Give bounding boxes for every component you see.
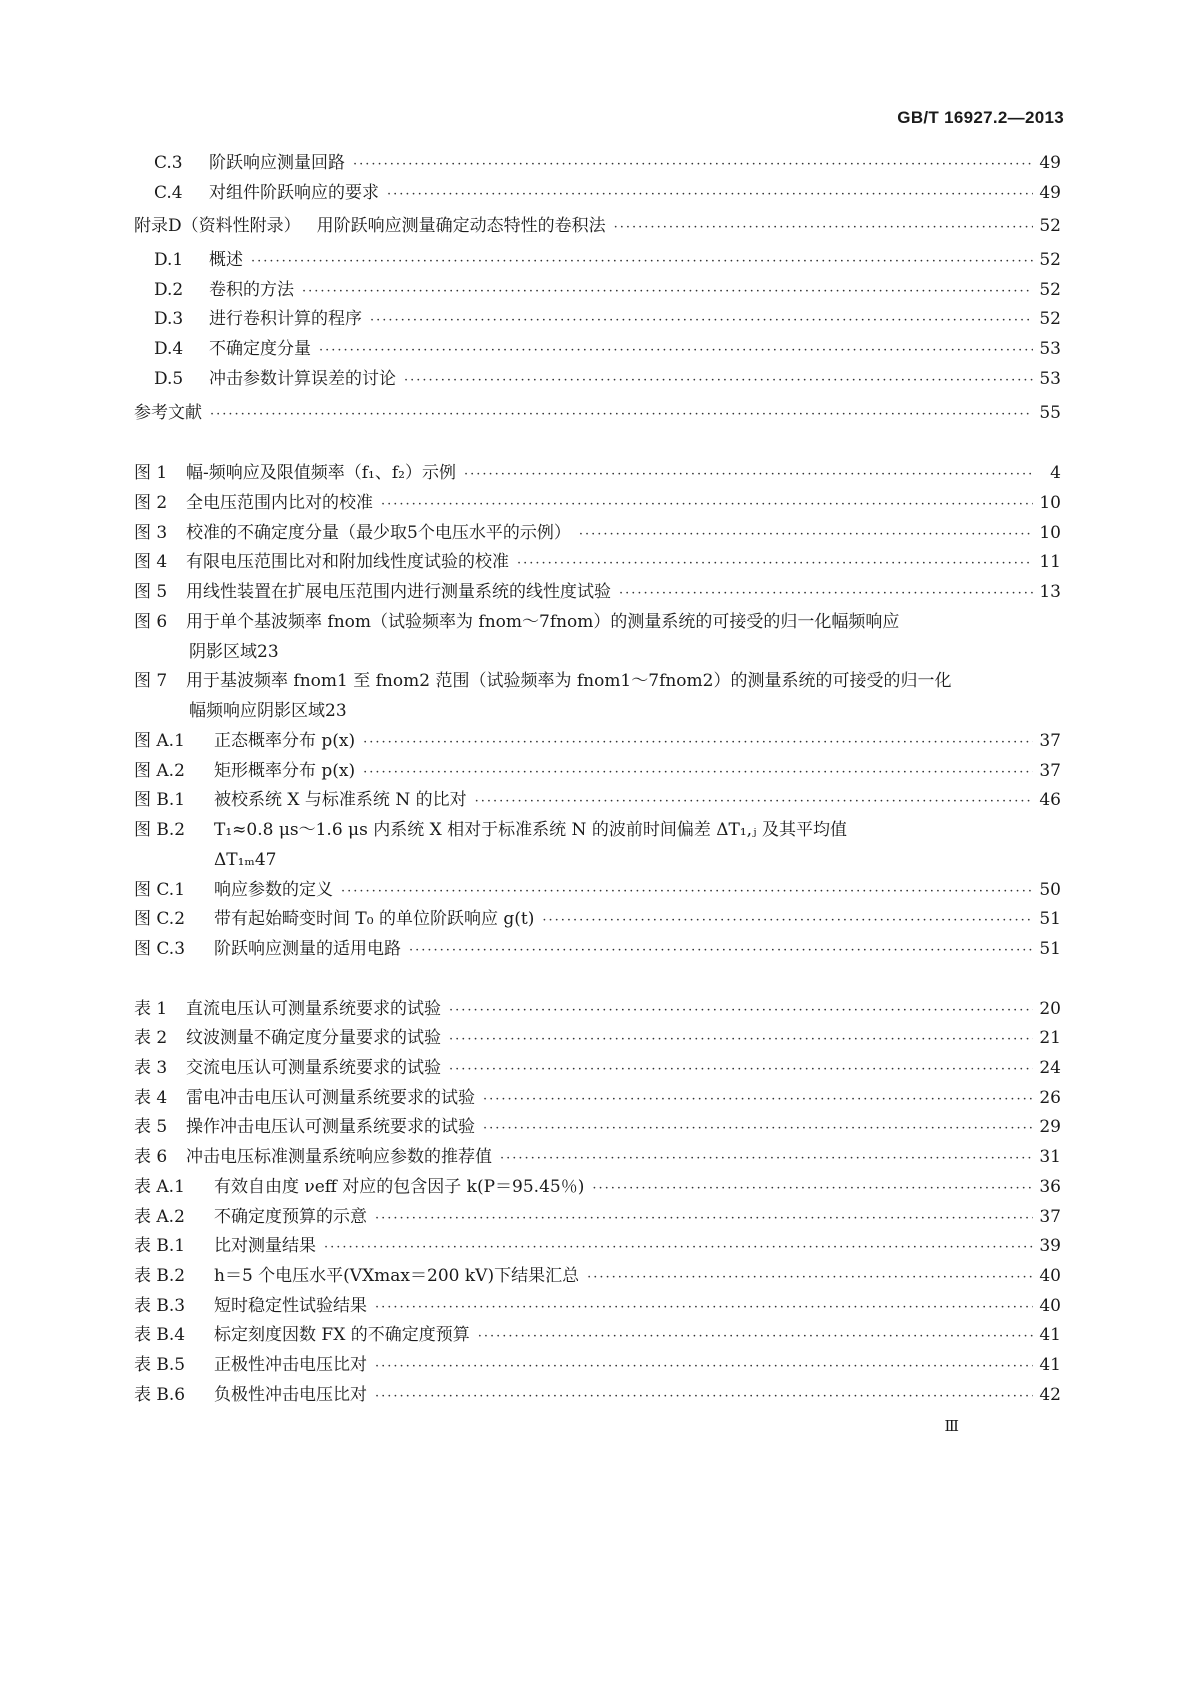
toc-page-number: 52: [1039, 309, 1061, 329]
toc-entry-table-b3[interactable]: [134, 1289, 1061, 1317]
toc-label: 图 B.1: [134, 790, 186, 810]
leader-dots: [387, 186, 1033, 204]
toc-page-number: 13: [1039, 582, 1061, 602]
toc-title: 矩形概率分布 p(x): [214, 761, 356, 781]
toc-page-number: 50: [1039, 880, 1061, 900]
toc-title: 正极性冲击电压比对: [214, 1355, 367, 1375]
toc-entry-table-4[interactable]: [134, 1081, 1061, 1109]
toc-page-number: 31: [1039, 1147, 1061, 1167]
toc-page-number: 46: [1039, 790, 1061, 810]
toc-label: 图 1: [134, 463, 168, 483]
toc-page-number: 29: [1039, 1117, 1061, 1137]
toc-label: D.5: [154, 369, 184, 389]
leader-dots: [517, 555, 1033, 573]
leader-dots: [409, 942, 1033, 960]
toc-label: D.3: [154, 309, 184, 329]
toc-title: 比对测量结果: [214, 1236, 316, 1256]
leader-dots: [449, 1061, 1033, 1079]
toc-page-number: 20: [1039, 999, 1061, 1019]
toc-page-number: 51: [1039, 939, 1061, 959]
toc-entry-c4[interactable]: [134, 176, 1061, 204]
leader-dots: [341, 883, 1033, 901]
leader-dots: [500, 1150, 1033, 1168]
toc-title-continued: ΔT₁ₘ: [214, 850, 255, 870]
toc-entry-figure-7-continued[interactable]: [134, 694, 1061, 722]
toc-page-number: 24: [1039, 1058, 1061, 1078]
toc-title-continued: 幅频响应阴影区域: [189, 701, 325, 721]
toc-page-number: 53: [1039, 339, 1061, 359]
toc-label: 表 B.5: [134, 1355, 186, 1375]
toc-entry-table-b2[interactable]: [134, 1259, 1061, 1287]
toc-label: 图 C.2: [134, 909, 186, 929]
standard-number-header: GB/T 16927.2—2013: [897, 108, 1064, 127]
toc-entry-figure-6[interactable]: [134, 605, 1061, 633]
toc-label: 表 1: [134, 999, 168, 1019]
toc-entry-figure-a2[interactable]: [134, 754, 1061, 782]
toc-label: 表 B.4: [134, 1325, 186, 1345]
leader-dots: [302, 283, 1033, 301]
toc-page-number: 21: [1039, 1028, 1061, 1048]
toc-title: 不确定度预算的示意: [214, 1207, 367, 1227]
toc-title: 冲击电压标准测量系统响应参数的推荐值: [186, 1147, 492, 1167]
leader-dots: [381, 496, 1033, 514]
toc-entry-d2[interactable]: [134, 273, 1061, 301]
toc-title: 进行卷积计算的程序: [209, 309, 362, 329]
toc-entry-figure-3[interactable]: [134, 516, 1061, 544]
leader-dots: [363, 764, 1033, 782]
leader-dots: [478, 1328, 1034, 1346]
toc-page-number: 23: [325, 701, 347, 721]
toc-title: 用阶跃响应测量确定动态特性的卷积法: [316, 216, 606, 236]
toc-page-number: 40: [1039, 1296, 1061, 1316]
leader-dots: [464, 466, 1035, 484]
toc-label: 表 3: [134, 1058, 168, 1078]
toc-label: 表 B.1: [134, 1236, 186, 1256]
toc-label: 表 4: [134, 1088, 168, 1108]
toc-page-number: 51: [1039, 909, 1061, 929]
toc-entry-table-b4[interactable]: [134, 1318, 1061, 1346]
toc-label: C.4: [154, 183, 183, 203]
toc-label: 图 A.1: [134, 731, 185, 751]
toc-title: 不确定度分量: [209, 339, 311, 359]
toc-label: 图 C.3: [134, 939, 186, 959]
toc-entry-d5[interactable]: [134, 362, 1061, 390]
toc-title: 有限电压范围比对和附加线性度试验的校准: [186, 552, 509, 572]
toc-label: 图 7: [134, 671, 168, 691]
toc-page-number: 42: [1039, 1385, 1061, 1405]
toc-title: 直流电压认可测量系统要求的试验: [186, 999, 441, 1019]
toc-title: 有效自由度 νeff 对应的包含因子 k(P＝95.45％): [214, 1177, 585, 1197]
toc-entry-figure-c2[interactable]: [134, 902, 1061, 930]
toc-entry-figure-5[interactable]: [134, 575, 1061, 603]
leader-dots: [483, 1120, 1033, 1138]
toc-label: 图 C.1: [134, 880, 186, 900]
leader-dots: [404, 372, 1033, 390]
toc-title: 带有起始畸变时间 T₀ 的单位阶跃响应 g(t): [214, 909, 535, 929]
leader-dots: [324, 1239, 1033, 1257]
toc-label: 表 B.6: [134, 1385, 186, 1405]
toc-page-number: 55: [1039, 403, 1061, 423]
toc-page-number: 36: [1039, 1177, 1061, 1197]
toc-page-number: 37: [1039, 761, 1061, 781]
toc-entry-table-a1[interactable]: [134, 1170, 1061, 1198]
toc-label: 表 A.1: [134, 1177, 185, 1197]
leader-dots: [210, 406, 1033, 424]
toc-page-number: 41: [1039, 1325, 1061, 1345]
toc-label: D.2: [154, 280, 184, 300]
toc-entry-d3[interactable]: [134, 302, 1061, 330]
toc-title: 被校系统 X 与标准系统 N 的比对: [214, 790, 467, 810]
toc-entry-table-3[interactable]: [134, 1051, 1061, 1079]
toc-page-number: 11: [1039, 552, 1061, 572]
toc-title: 雷电冲击电压认可测量系统要求的试验: [186, 1088, 475, 1108]
toc-label: 图 6: [134, 612, 168, 632]
leader-dots: [592, 1180, 1033, 1198]
toc-entry-figure-b1[interactable]: [134, 783, 1061, 811]
toc-title-continued: 阴影区域: [189, 642, 257, 662]
toc-label: 表 B.2: [134, 1266, 186, 1286]
toc-title: 卷积的方法: [209, 280, 294, 300]
toc-entry-table-a2[interactable]: [134, 1200, 1061, 1228]
toc-title: 标定刻度因数 FX 的不确定度预算: [214, 1325, 470, 1345]
toc-entry-table-6[interactable]: [134, 1140, 1061, 1168]
toc-page-number: 47: [254, 850, 277, 870]
toc-entry-d1[interactable]: [134, 243, 1061, 271]
leader-dots: [542, 912, 1033, 930]
toc-label: 表 2: [134, 1028, 168, 1048]
toc-entry-figure-b2[interactable]: [134, 813, 1061, 841]
toc-page-number: 49: [1039, 153, 1061, 173]
toc-page-number: 10: [1039, 493, 1061, 513]
toc-entry-bibliography[interactable]: [134, 396, 1061, 424]
leader-dots: [363, 734, 1033, 752]
toc-page-number: 10: [1039, 523, 1061, 543]
toc-page-number: 26: [1039, 1088, 1061, 1108]
toc-entry-table-b5[interactable]: [134, 1348, 1061, 1376]
toc-entry-figure-c3[interactable]: [134, 932, 1061, 960]
leader-dots: [319, 342, 1033, 360]
toc-page-number: 4: [1050, 463, 1061, 483]
leader-dots: [353, 156, 1033, 174]
leader-dots: [370, 312, 1033, 330]
toc-page-number: 37: [1039, 1207, 1061, 1227]
leader-dots: [619, 585, 1033, 603]
toc-label: C.3: [154, 153, 183, 173]
toc-label: 表 5: [134, 1117, 168, 1137]
toc-label: 表 B.3: [134, 1296, 186, 1316]
toc-title: 操作冲击电压认可测量系统要求的试验: [186, 1117, 475, 1137]
leader-dots: [375, 1358, 1033, 1376]
toc-label: 图 2: [134, 493, 168, 513]
toc-title: 交流电压认可测量系统要求的试验: [186, 1058, 441, 1078]
toc-entry-annex-d[interactable]: [134, 209, 1061, 237]
toc-title: 阶跃响应测量回路: [209, 153, 345, 173]
toc-entry-figure-c1[interactable]: [134, 873, 1061, 901]
leader-dots: [375, 1388, 1033, 1406]
toc-title: 正态概率分布 p(x): [214, 731, 356, 751]
leader-dots: [483, 1091, 1033, 1109]
toc-page-number: 52: [1039, 280, 1061, 300]
leader-dots: [375, 1299, 1033, 1317]
toc-page-number: 39: [1039, 1236, 1061, 1256]
toc-entry-figure-6-continued[interactable]: [134, 635, 1061, 663]
toc-entry-figure-2[interactable]: [134, 486, 1061, 514]
leader-dots: [587, 1269, 1033, 1287]
toc-title: 全电压范围内比对的校准: [186, 493, 373, 513]
leader-dots: [251, 253, 1033, 271]
toc-entry-table-2[interactable]: [134, 1021, 1061, 1049]
toc-label: 图 4: [134, 552, 168, 572]
toc-title: 用线性装置在扩展电压范围内进行测量系统的线性度试验: [186, 582, 611, 602]
toc-label: 表 6: [134, 1147, 168, 1167]
toc-label: 参考文献: [134, 403, 202, 423]
page-number-footer: Ⅲ: [944, 1417, 959, 1435]
toc-entry-table-b6[interactable]: [134, 1378, 1061, 1406]
toc-title: 幅-频响应及限值频率（f₁、f₂）示例: [186, 463, 456, 483]
toc-label: D.4: [154, 339, 184, 359]
leader-dots: [449, 1002, 1033, 1020]
toc-title: 用于单个基波频率 fnom（试验频率为 fnom～7fnom）的测量系统的可接受的归一化幅频响应: [186, 612, 900, 632]
toc-page-number: 52: [1039, 250, 1061, 270]
toc-label: 图 A.2: [134, 761, 185, 781]
leader-dots: [449, 1031, 1033, 1049]
toc-entry-figure-a1[interactable]: [134, 724, 1061, 752]
toc-title: T₁≈0.8 μs～1.6 μs 内系统 X 相对于标准系统 N 的波前时间偏差 ΔT₁,ⱼ 及其平均值: [214, 820, 847, 840]
toc-page-number: 23: [257, 642, 279, 662]
toc-page-number: 49: [1039, 183, 1061, 203]
toc-entry-table-5[interactable]: [134, 1110, 1061, 1138]
toc-title: h＝5 个电压水平(VXmax＝200 kV)下结果汇总: [214, 1266, 580, 1286]
toc-entry-figure-b2-continued[interactable]: [134, 843, 1061, 871]
toc-entry-figure-4[interactable]: [134, 545, 1061, 573]
leader-dots: [475, 793, 1034, 811]
toc-entry-figure-1[interactable]: [134, 456, 1061, 484]
leader-dots: [614, 219, 1034, 237]
toc-label: 图 B.2: [134, 820, 186, 840]
leader-dots: [375, 1210, 1033, 1228]
toc-title: 响应参数的定义: [214, 880, 333, 900]
toc-title: 校准的不确定度分量（最少取5个电压水平的示例）: [186, 523, 571, 543]
toc-page-number: 41: [1039, 1355, 1061, 1375]
toc-entry-c3[interactable]: [134, 146, 1061, 174]
toc-page-number: 37: [1039, 731, 1061, 751]
toc-title: 对组件阶跃响应的要求: [209, 183, 379, 203]
toc-entry-d4[interactable]: [134, 332, 1061, 360]
toc-title: 纹波测量不确定度分量要求的试验: [186, 1028, 441, 1048]
toc-entry-table-b1[interactable]: [134, 1229, 1061, 1257]
toc-title: 阶跃响应测量的适用电路: [214, 939, 401, 959]
toc-title: 负极性冲击电压比对: [214, 1385, 367, 1405]
toc-label: D.1: [154, 250, 184, 270]
toc-label: 表 A.2: [134, 1207, 185, 1227]
toc-label: 图 3: [134, 523, 168, 543]
toc-label: 图 5: [134, 582, 168, 602]
toc-title: 短时稳定性试验结果: [214, 1296, 367, 1316]
leader-dots: [579, 526, 1034, 544]
toc-title: 冲击参数计算误差的讨论: [209, 369, 396, 389]
toc-label: 附录D（资料性附录）: [134, 216, 301, 236]
toc-entry-table-1[interactable]: [134, 992, 1061, 1020]
toc-title: 用于基波频率 fnom1 至 fnom2 范围（试验频率为 fnom1～7fnom2）的测量系统的可接受的归一化: [186, 671, 952, 691]
toc-page-number: 53: [1039, 369, 1061, 389]
toc-entry-figure-7[interactable]: [134, 664, 1061, 692]
toc-page-number: 52: [1039, 216, 1061, 236]
toc-title: 概述: [209, 250, 243, 270]
toc-page-number: 40: [1039, 1266, 1061, 1286]
